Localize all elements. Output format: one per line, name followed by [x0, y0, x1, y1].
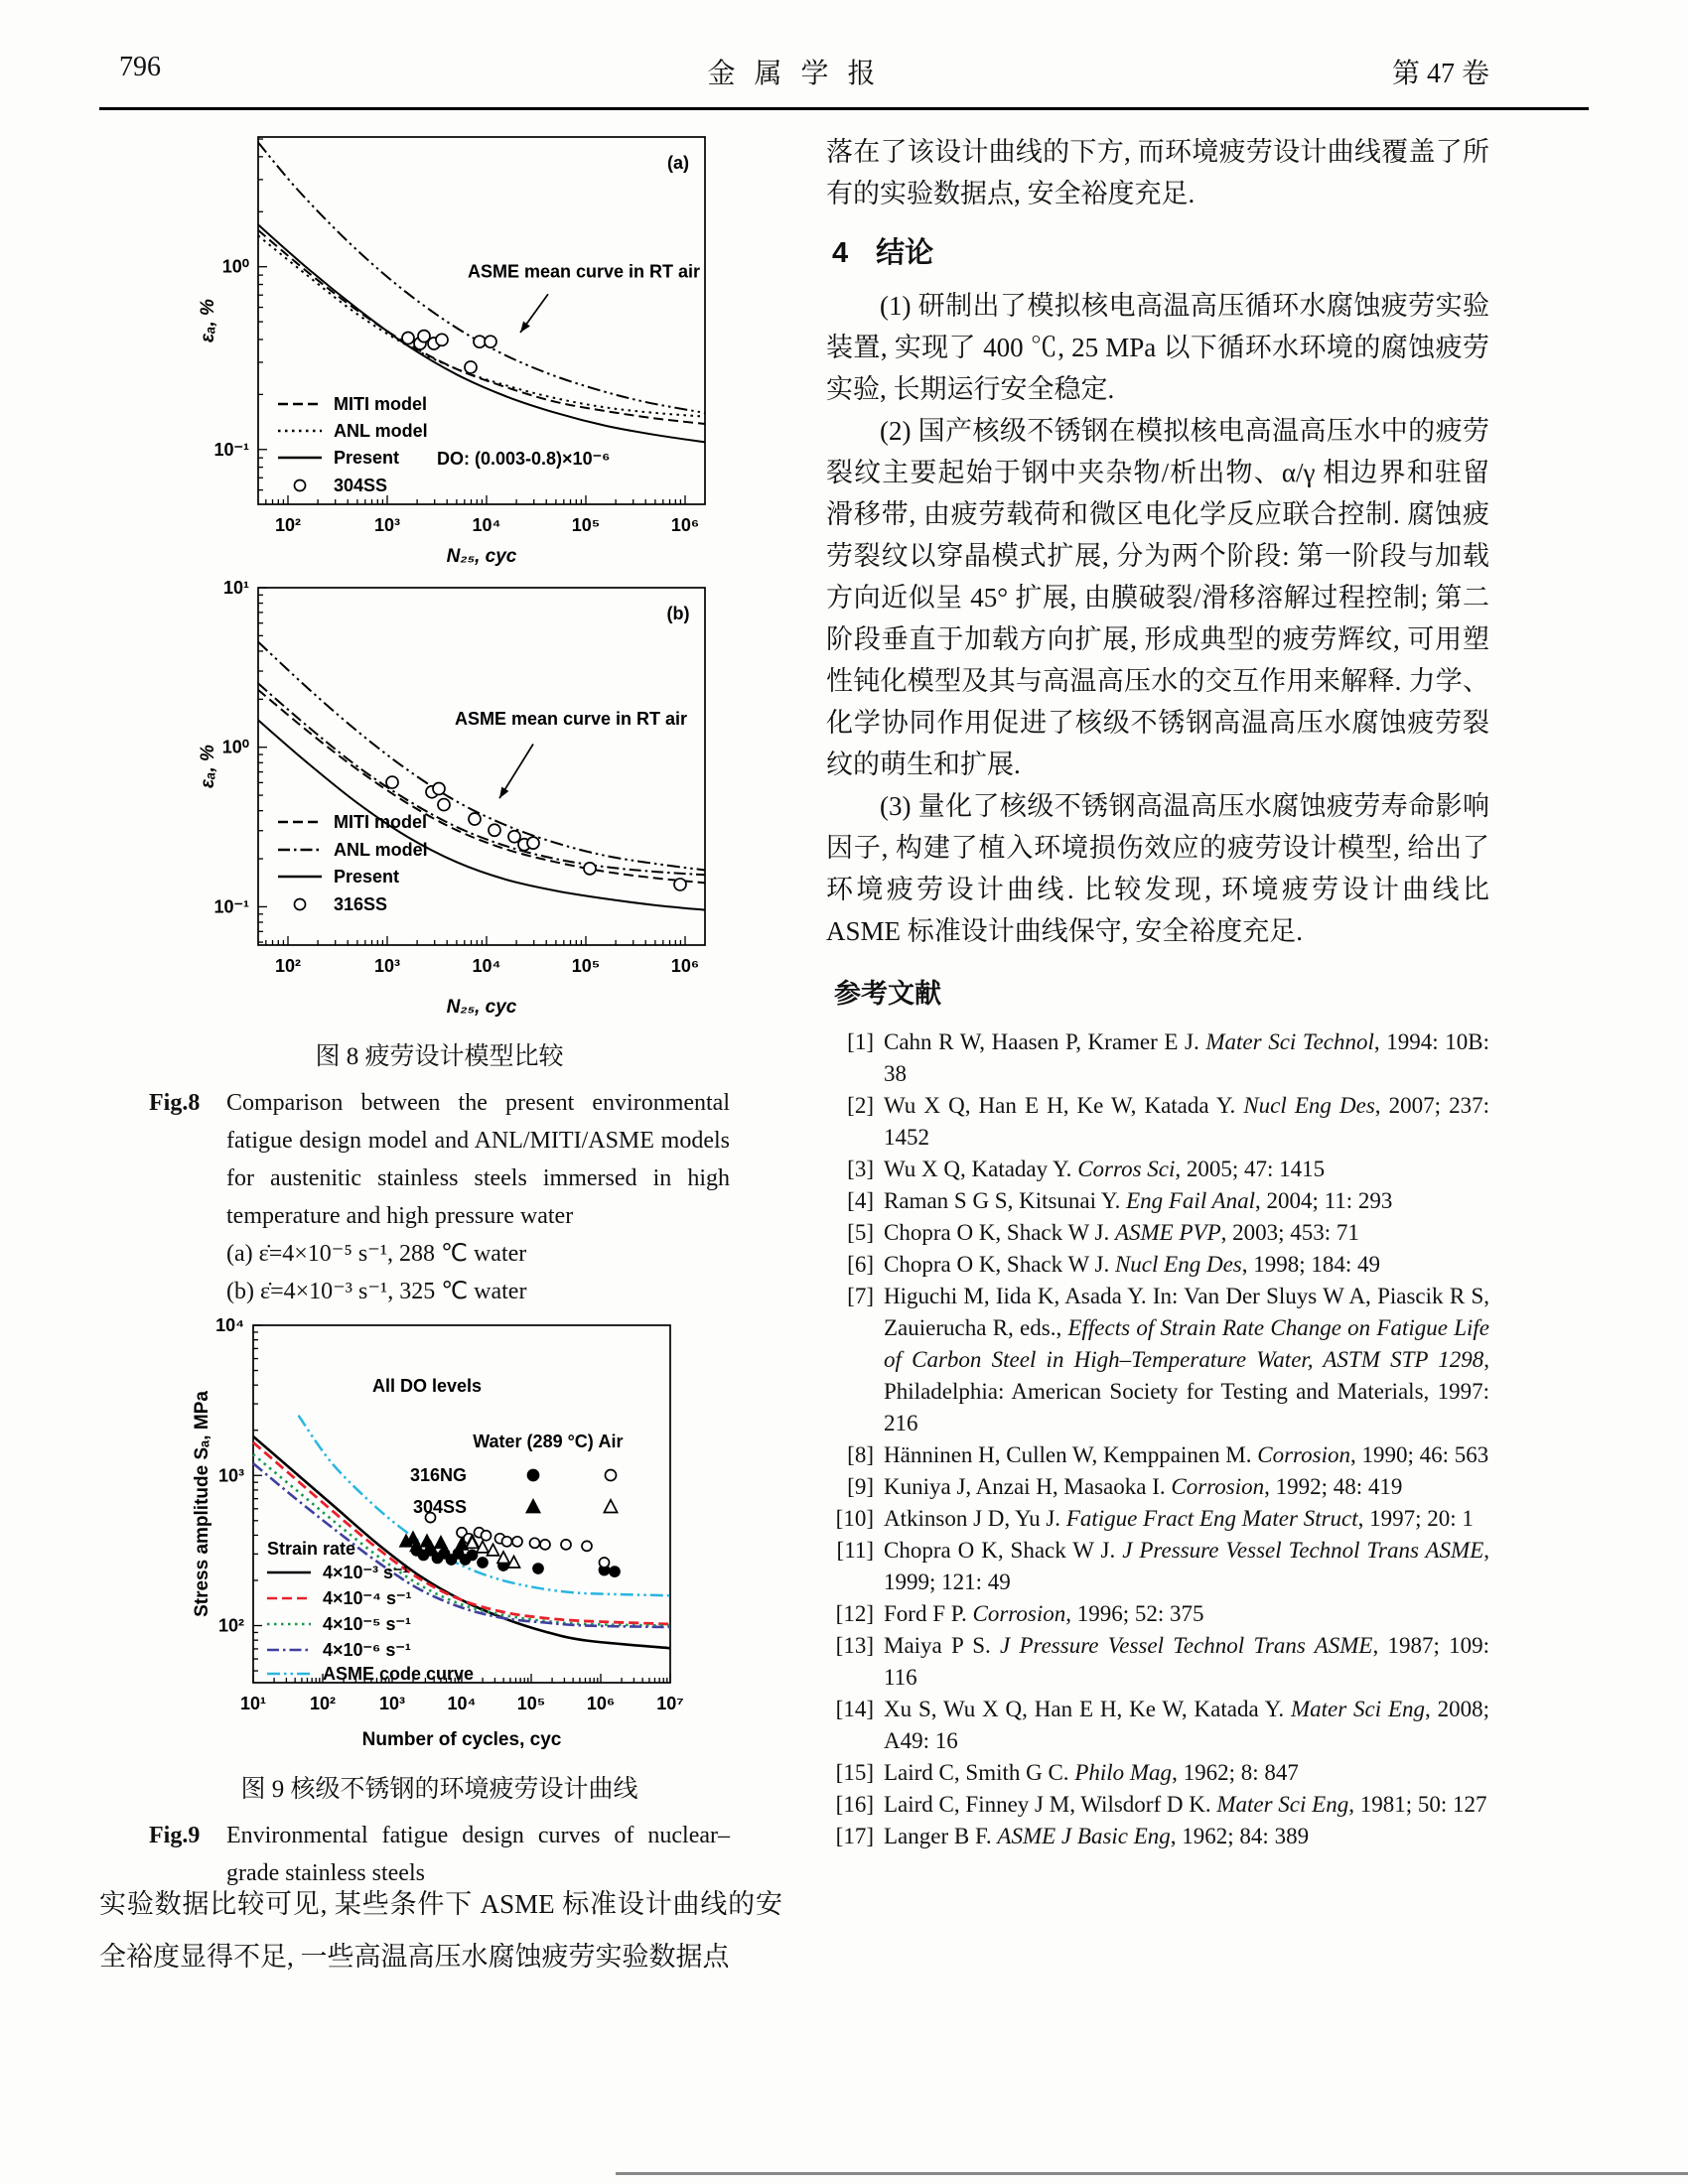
reference-item	[826, 1598, 1489, 1630]
reference-text: Langer B F. ASME J Basic Eng, 1962; 84: 389	[884, 1824, 1310, 1848]
x-tick-label: 10⁷	[656, 1694, 684, 1713]
reference-text: Higuchi M, Iida K, Asada Y. In: Van Der Sluys W A, Piascik R S, Zauierucha R, eds., Effects of Strain Rate Change on Fatigue Life of Carbon Steel in High–Temperature Water, ASTM STP 1298, Philadelphia: American Society for Testing and Materials, 1997: 216	[884, 1284, 1489, 1435]
legend-label: 304SS	[334, 476, 388, 495]
scan-edge-artifact	[616, 2172, 1688, 2175]
reference-text: Cahn R W, Haasen P, Kramer E J. Mater Sci Technol, 1994: 10B: 38	[884, 1029, 1489, 1086]
legend-label: 4×10⁻⁵ s⁻¹	[323, 1614, 412, 1634]
conclusion-paragraph-2: (2) 国产核级不锈钢在模拟核电高温高压水中的疲劳裂纹主要起始于钢中夹杂物/析出物、α/γ 相边界和驻留滑移带, 由疲劳载荷和微区电化学反应联合控制. 腐蚀疲劳裂纹以穿晶模式扩展, 分为两个阶段: 第一阶段与加载方向近似呈 45° 扩展, 由膜破裂/滑移溶解过程控制; 第二阶段垂直于加载方向扩展, 形成典型的疲劳辉纹, 可用塑性钝化模型及其与高温高压水的交互作用来解释. 力学、化学协同作用促进了核级不锈钢高温高压水腐蚀疲劳裂纹的萌生和扩展.	[826, 416, 1489, 779]
reference-text: Xu S, Wu X Q, Han E H, Ke W, Katada Y. Mater Sci Eng, 2008; A49: 16	[884, 1697, 1490, 1753]
panel-label: (a)	[667, 153, 689, 173]
reference-number: [16]	[835, 1792, 874, 1817]
curve-miti-model	[258, 230, 705, 424]
reference-item	[826, 1154, 1489, 1185]
reference-number: [17]	[835, 1824, 874, 1848]
reference-item	[826, 1789, 1489, 1821]
conclusion-paragraph-1: (1) 研制出了模拟核电高温高压循环水腐蚀疲劳实验装置, 实现了 400 ℃, 25 MPa 以下循环水环境的腐蚀疲劳实验, 长期运行安全稳定.	[826, 291, 1489, 404]
legend-label: Present	[334, 867, 400, 887]
section-title: 结论	[876, 237, 934, 269]
curve-present	[258, 720, 705, 909]
x-axis-title: N₂₅, cyc	[446, 997, 517, 1018]
x-axis-title: Number of cycles, cyc	[361, 1729, 562, 1750]
right-column	[826, 131, 1489, 1852]
x-tick-label: 10⁴	[447, 1694, 477, 1713]
continuation-paragraph: 落在了该设计曲线的下方, 而环境疲劳设计曲线覆盖了所有的实验数据点, 安全裕度充足.	[826, 137, 1489, 208]
conclusion-paragraph-3: (3) 量化了核级不锈钢高温高压水腐蚀疲劳寿命影响因子, 构建了植入环境损伤效应的疲劳设计模型, 给出了环境疲劳设计曲线. 比较发现, 环境疲劳设计曲线比 ASME 标准设计曲线保守, 安全裕度充足.	[826, 791, 1489, 946]
volume-label: 第 47 卷	[1391, 59, 1489, 89]
reference-number: [6]	[847, 1252, 874, 1277]
reference-text: Wu X Q, Han E H, Ke W, Katada Y. Nucl Eng Des, 2007; 237: 1452	[884, 1093, 1489, 1150]
legend-series-label: 316NG	[409, 1465, 467, 1485]
x-tick-label: 10⁵	[571, 515, 601, 535]
reference-text: Atkinson J D, Yu J. Fatigue Fract Eng Mater Struct, 1997; 20: 1	[884, 1506, 1474, 1531]
reference-item	[826, 1249, 1489, 1281]
chart-svg-fig8a	[184, 115, 779, 574]
x-tick-label: 10⁵	[571, 956, 601, 976]
reference-item	[826, 1535, 1489, 1598]
x-tick-label: 10⁴	[472, 515, 501, 535]
page-number: 796	[119, 52, 161, 82]
x-tick-label: 10³	[373, 956, 401, 976]
figure-9-caption-zh: 图 9 核级不锈钢的环境疲劳设计曲线	[240, 1776, 638, 1803]
x-tick-label: 10³	[378, 1694, 406, 1713]
x-tick-label: 10⁵	[516, 1694, 546, 1713]
journal-title: 金 属 学 报	[707, 59, 882, 89]
chart-annotation-text: All DO levels	[371, 1376, 483, 1396]
figure-8-caption-en	[149, 1084, 730, 1235]
reference-number: [10]	[835, 1506, 874, 1531]
x-tick-label: 10³	[373, 515, 401, 535]
x-axis-title: N₂₅, cyc	[446, 546, 517, 567]
legend-title: Strain rate	[267, 1539, 356, 1559]
reference-number: [9]	[847, 1474, 874, 1499]
legend-label: Present	[334, 448, 400, 468]
reference-number: [3]	[847, 1157, 874, 1181]
section-number: 4	[832, 237, 849, 269]
x-tick-label: 10²	[309, 1694, 337, 1713]
reference-item	[826, 1630, 1489, 1694]
reference-number: [4]	[847, 1188, 874, 1213]
panel-label: (b)	[666, 604, 690, 623]
section-heading	[832, 230, 1489, 271]
y-tick-label: 10³	[217, 1465, 244, 1486]
legend-label: ANL model	[334, 421, 428, 441]
reference-number: [7]	[847, 1284, 874, 1308]
reference-number: [13]	[835, 1633, 874, 1658]
legend-label: 4×10⁻⁴ s⁻¹	[323, 1588, 412, 1608]
chart-svg-fig9	[184, 1291, 779, 1765]
reference-text: Kuniya J, Anzai H, Masaoka I. Corrosion, 1992; 48: 419	[884, 1474, 1403, 1499]
reference-number: [12]	[835, 1601, 874, 1626]
figure-8-label: Fig.8	[149, 1090, 201, 1116]
reference-number: [8]	[847, 1442, 874, 1467]
left-column-closing-paragraph: 实验数据比较可见, 某些条件下 ASME 标准设计曲线的安全裕度显得不足, 一些高温高压水腐蚀疲劳实验数据点	[99, 1889, 782, 1972]
figure-8-condition-b: (b) ε̇=4×10⁻³ s⁻¹, 325 ℃ water	[226, 1279, 527, 1304]
reference-item	[826, 1471, 1489, 1503]
legend-label: MITI model	[334, 394, 427, 414]
reference-item	[826, 1281, 1489, 1439]
axis-ticks	[258, 588, 688, 945]
scatter-316SS	[386, 776, 686, 890]
reference-number: [5]	[847, 1220, 874, 1245]
x-tick-label: 10¹	[239, 1694, 267, 1713]
reference-item	[826, 1090, 1489, 1154]
figure-8a-chart	[184, 115, 779, 579]
annotation-arrow	[520, 322, 530, 333]
x-tick-label: 10⁴	[472, 956, 501, 976]
y-tick-label: 10²	[217, 1615, 244, 1636]
reference-text: Ford F P. Corrosion, 1996; 52: 375	[884, 1601, 1204, 1626]
legend-label: MITI model	[334, 812, 427, 832]
reference-text: Chopra O K, Shack W J. ASME PVP, 2003; 453: 71	[884, 1220, 1359, 1245]
figure-9-label: Fig.9	[149, 1823, 201, 1848]
reference-item	[826, 1503, 1489, 1535]
plot-frame	[258, 588, 705, 945]
y-axis-title: εₐ, %	[198, 299, 218, 342]
annotation-text: ASME mean curve in RT air	[454, 709, 688, 730]
reference-text: Laird C, Smith G C. Philo Mag, 1962; 8: 847	[884, 1760, 1299, 1785]
y-tick-label: 10⁻¹	[213, 896, 249, 917]
page-header	[99, 52, 1489, 91]
reference-item	[826, 1217, 1489, 1249]
references-heading: 参考文献	[834, 979, 941, 1009]
reference-number: [1]	[847, 1029, 874, 1054]
header-rule	[99, 107, 1589, 110]
legend-label: ASME code curve	[323, 1664, 475, 1684]
reference-item	[826, 1185, 1489, 1217]
figure-8-condition-a: (a) ε̇=4×10⁻⁵ s⁻¹, 288 ℃ water	[226, 1241, 527, 1267]
y-tick-label: 10⁰	[221, 256, 249, 277]
curve-asme-mean-curve-in-rt-air	[258, 642, 705, 871]
legend-series-label: 304SS	[412, 1497, 467, 1517]
x-tick-label: 10⁶	[670, 515, 700, 535]
reference-text: Chopra O K, Shack W J. J Pressure Vessel Technol Trans ASME, 1999; 121: 49	[884, 1538, 1489, 1594]
reference-text: Wu X Q, Kataday Y. Corros Sci, 2005; 47: 1415	[884, 1157, 1326, 1181]
y-tick-label: 10⁴	[215, 1315, 244, 1335]
chart-svg-fig8b	[184, 574, 779, 1025]
reference-item	[826, 1026, 1489, 1090]
reference-item	[826, 1694, 1489, 1757]
legend-header-water: Water (289 °C)	[473, 1432, 594, 1451]
reference-item	[826, 1757, 1489, 1789]
reference-number: [14]	[835, 1697, 874, 1721]
y-tick-label: 10⁰	[221, 737, 249, 757]
reference-item	[826, 1821, 1489, 1852]
figure-8-caption-text: Comparison between the present environmental fatigue design model and ANL/MITI/ASME models for austenitic stainless steels immersed in high temperature and high pressure water	[226, 1090, 730, 1229]
legend-label: 4×10⁻³ s⁻¹	[323, 1563, 409, 1582]
legend-header-air: Air	[598, 1432, 624, 1451]
legend-label: 4×10⁻⁶ s⁻¹	[323, 1640, 411, 1660]
reference-text: Hänninen H, Cullen W, Kemppainen M. Corrosion, 1990; 46: 563	[884, 1442, 1489, 1467]
reference-text: Chopra O K, Shack W J. Nucl Eng Des, 1998; 184: 49	[884, 1252, 1381, 1277]
reference-text: Laird C, Finney J M, Wilsdorf D K. Mater Sci Eng, 1981; 50: 127	[884, 1792, 1487, 1817]
reference-text: Maiya P S. J Pressure Vessel Technol Trans ASME, 1987; 109: 116	[884, 1633, 1489, 1690]
x-tick-label: 10²	[274, 515, 302, 535]
figure-8-caption	[149, 1038, 730, 1310]
x-tick-label: 10⁶	[586, 1694, 616, 1713]
annotation-arrow	[499, 787, 508, 799]
figure-9-caption-text: Environmental fatigue design curves of nuclear–grade stainless steels	[226, 1823, 730, 1886]
figure-8-caption-zh: 图 8 疲劳设计模型比较	[315, 1043, 564, 1070]
y-axis-title: εₐ, %	[198, 745, 218, 788]
figure-9-caption	[149, 1771, 730, 1892]
y-tick-label: 10⁻¹	[213, 439, 249, 460]
chart-note: DO: (0.003-0.8)×10⁻⁶	[437, 449, 611, 469]
figure-9-chart	[184, 1291, 779, 1770]
reference-number: [2]	[847, 1093, 874, 1118]
references-list	[826, 1026, 1489, 1852]
curve-present	[258, 224, 705, 442]
x-tick-label: 10²	[274, 956, 302, 976]
reference-item	[826, 1439, 1489, 1471]
y-tick-label: 10¹	[222, 578, 249, 598]
reference-text: Raman S G S, Kitsunai Y. Eng Fail Anal, 2004; 11: 293	[884, 1188, 1393, 1213]
reference-number: [15]	[835, 1760, 874, 1785]
legend-label: ANL model	[334, 840, 428, 860]
y-axis-title: Stress amplitude Sₐ, MPa	[192, 1391, 212, 1617]
figure-8b-chart	[184, 574, 779, 1030]
reference-number: [11]	[836, 1538, 874, 1563]
annotation-text: ASME mean curve in RT air	[467, 261, 701, 282]
legend-label: 316SS	[334, 894, 388, 914]
x-tick-label: 10⁶	[670, 956, 700, 976]
